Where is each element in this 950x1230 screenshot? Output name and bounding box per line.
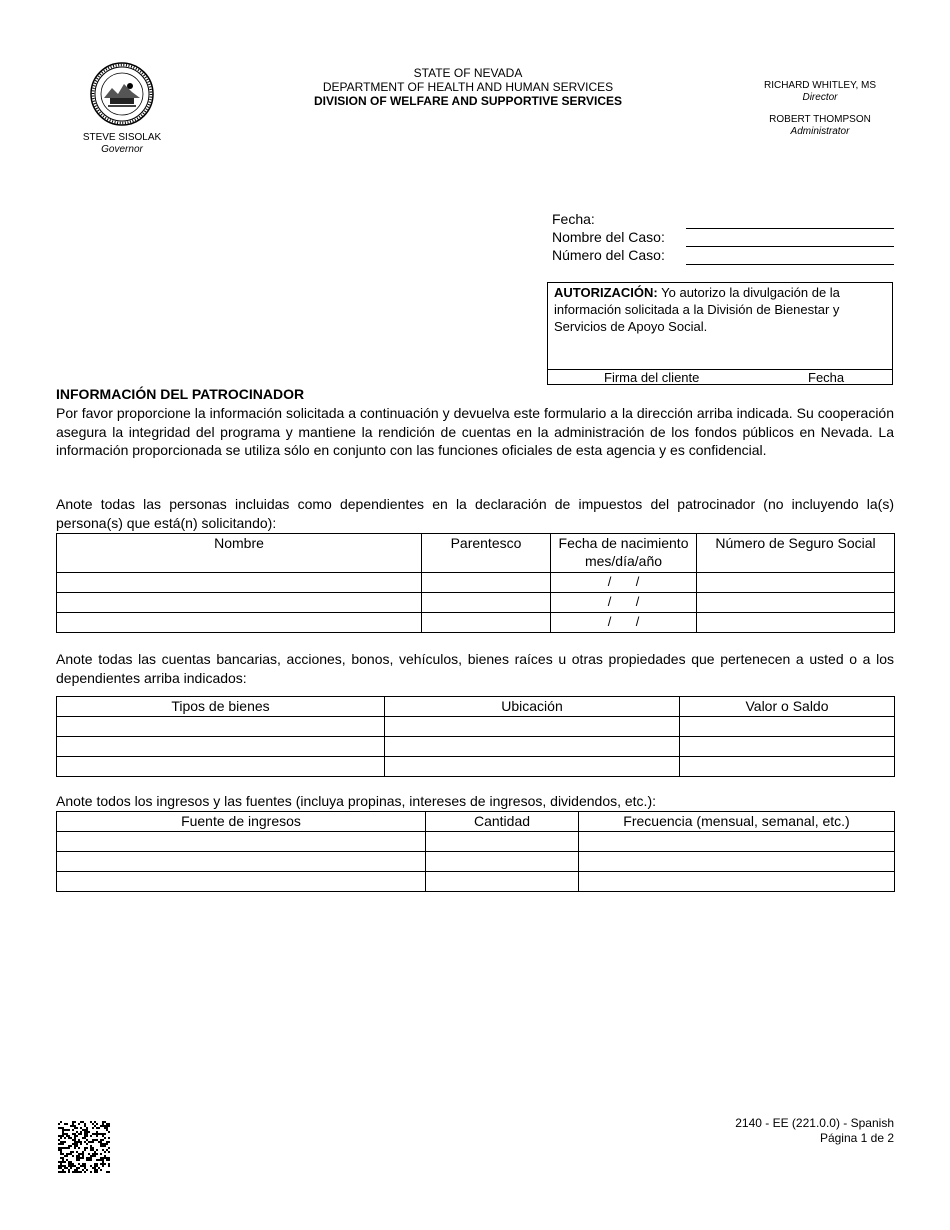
case-name-label: Nombre del Caso: xyxy=(552,229,665,245)
form-id: 2140 - EE (221.0.0) - Spanish xyxy=(735,1116,894,1130)
director-name: RICHARD WHITLEY, MS xyxy=(763,80,877,91)
birthdate-cell[interactable]: / / xyxy=(551,573,697,593)
income-instruction: Anote todos los ingresos y las fuentes (incluya propinas, intereses de ingresos, dividendos, etc.): xyxy=(56,793,656,809)
state-name: STATE OF NEVADA xyxy=(413,66,523,80)
income-table xyxy=(56,811,895,892)
administrator-name: ROBERT THOMPSON xyxy=(769,114,871,125)
page-number: Página 1 de 2 xyxy=(819,1131,894,1145)
intro-paragraph: Por favor proporcione la información solicitada a continuación y devuelva este formulario a la dirección arriba indicada. Su cooperación asegura la integridad del programa y mantiene la rendición de cuentas en la administración de los fondos públicos en Nevada. La información proporcionada se utiliza sólo en conjunto con las funciones oficiales de esta agencia y es confidencial. xyxy=(56,405,894,458)
birthdate-format: mes/día/año xyxy=(584,553,663,569)
table-row xyxy=(57,717,895,737)
relationship-cell[interactable] xyxy=(422,593,551,613)
column-header: Parentesco xyxy=(422,534,551,573)
column-header: Número de Seguro Social xyxy=(697,534,895,573)
table-row xyxy=(57,593,895,613)
column-header: Cantidad xyxy=(426,812,579,832)
authorization-body: Yo autorizo la divulgación de la información solicitada a la División de Bienestar y Servicios de Apoyo Social. xyxy=(554,285,840,334)
dependents-instruction: Anote todas las personas incluidas como dependientes en la declaración de impuestos del patrocinador (no incluyendo la(s) persona(s) que está(n) solicitando): xyxy=(56,496,894,531)
case-number-field[interactable] xyxy=(686,264,894,265)
value-cell[interactable] xyxy=(680,757,895,777)
ssn-cell[interactable] xyxy=(697,573,895,593)
authorization-box xyxy=(547,282,893,385)
amount-cell[interactable] xyxy=(426,852,579,872)
birthdate-cell[interactable]: / / xyxy=(551,593,697,613)
column-header: Fuente de ingresos xyxy=(57,812,426,832)
table-row xyxy=(57,852,895,872)
column-header: Frecuencia (mensual, semanal, etc.) xyxy=(579,812,895,832)
agency-header xyxy=(290,66,646,108)
table-header-row xyxy=(57,697,895,717)
location-cell[interactable] xyxy=(385,757,680,777)
governor-name: STEVE SISOLAK xyxy=(82,132,162,143)
name-cell[interactable] xyxy=(57,593,422,613)
section-title: INFORMACIÓN DEL PATROCINADOR xyxy=(56,386,305,402)
authorization-text xyxy=(554,284,886,335)
client-signature-label: Firma del cliente xyxy=(604,370,700,385)
asset-type-cell[interactable] xyxy=(57,717,385,737)
income-source-cell[interactable] xyxy=(57,852,426,872)
frequency-cell[interactable] xyxy=(579,832,895,852)
value-cell[interactable] xyxy=(680,737,895,757)
location-cell[interactable] xyxy=(385,737,680,757)
dependents-table xyxy=(56,533,895,633)
name-cell[interactable] xyxy=(57,573,422,593)
location-cell[interactable] xyxy=(385,717,680,737)
governor-block xyxy=(60,132,184,156)
barcode-icon xyxy=(58,1121,110,1173)
case-number-label: Número del Caso: xyxy=(552,247,665,263)
frequency-cell[interactable] xyxy=(579,872,895,892)
birthdate-cell[interactable]: / / xyxy=(551,613,697,633)
table-header-row xyxy=(57,812,895,832)
form-footer xyxy=(700,1116,894,1146)
assets-instruction: Anote todas las cuentas bancarias, acciones, bonos, vehículos, bienes raíces u otras propiedades que pertenecen a usted o a los dependientes arriba indicados: xyxy=(56,651,894,686)
case-info xyxy=(552,210,894,264)
table-row xyxy=(57,573,895,593)
income-source-cell[interactable] xyxy=(57,832,426,852)
table-row xyxy=(57,737,895,757)
ssn-cell[interactable] xyxy=(697,593,895,613)
column-header: Tipos de bienes xyxy=(57,697,385,717)
department-name: DEPARTMENT OF HEALTH AND HUMAN SERVICES xyxy=(322,80,614,94)
asset-type-cell[interactable] xyxy=(57,737,385,757)
relationship-cell[interactable] xyxy=(422,573,551,593)
director-title: Director xyxy=(802,92,838,103)
column-header: Ubicación xyxy=(385,697,680,717)
table-row xyxy=(57,832,895,852)
administrator-title: Administrator xyxy=(790,126,850,137)
signature-row[interactable] xyxy=(548,369,892,386)
table-row xyxy=(57,872,895,892)
frequency-cell[interactable] xyxy=(579,852,895,872)
authorization-heading: AUTORIZACIÓN: xyxy=(554,285,658,300)
income-source-cell[interactable] xyxy=(57,872,426,892)
state-seal-icon xyxy=(90,62,154,126)
officials-block xyxy=(748,80,892,138)
relationship-cell[interactable] xyxy=(422,613,551,633)
birthdate-header: Fecha de nacimiento xyxy=(558,535,689,551)
column-header xyxy=(551,534,697,573)
column-header: Valor o Saldo xyxy=(680,697,895,717)
date-label: Fecha: xyxy=(552,211,595,227)
governor-title: Governor xyxy=(101,144,143,155)
asset-type-cell[interactable] xyxy=(57,757,385,777)
value-cell[interactable] xyxy=(680,717,895,737)
division-name: DIVISION OF WELFARE AND SUPPORTIVE SERVICES xyxy=(313,94,623,108)
table-row xyxy=(57,613,895,633)
table-header-row xyxy=(57,534,895,573)
column-header: Nombre xyxy=(57,534,422,573)
amount-cell[interactable] xyxy=(426,832,579,852)
amount-cell[interactable] xyxy=(426,872,579,892)
ssn-cell[interactable] xyxy=(697,613,895,633)
signature-date-label: Fecha xyxy=(808,370,845,385)
table-row xyxy=(57,757,895,777)
name-cell[interactable] xyxy=(57,613,422,633)
assets-table xyxy=(56,696,895,777)
